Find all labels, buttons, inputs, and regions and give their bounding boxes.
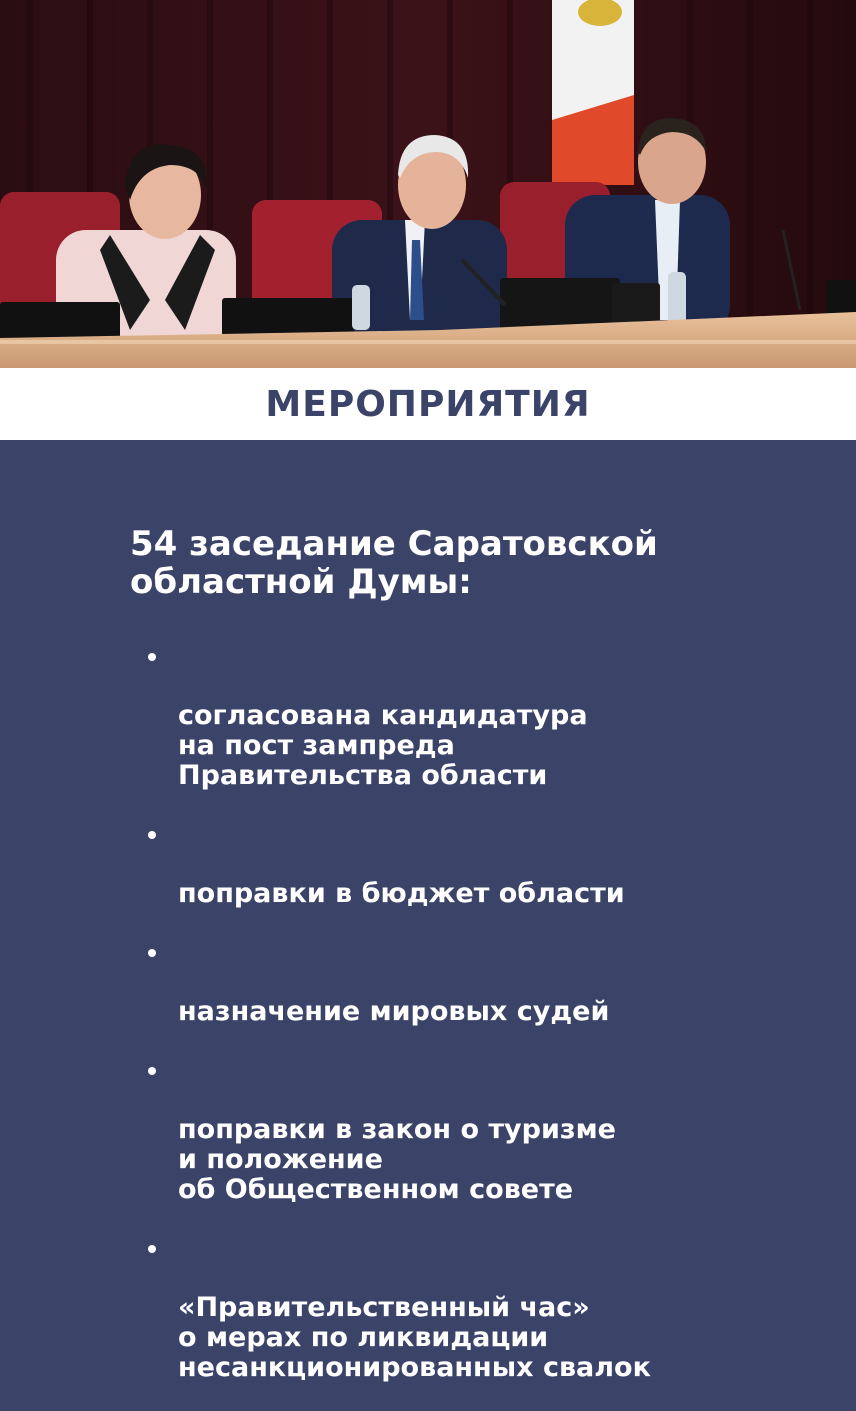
flag-icon: [552, 0, 634, 185]
agenda-list: [130, 641, 830, 1383]
list-item-text: поправки в закон о туризме и положение об Общественном совете: [178, 1114, 616, 1205]
list-item-text: поправки в бюджет области: [178, 878, 625, 909]
list-item: [130, 1055, 830, 1205]
bullet-icon: [148, 831, 156, 839]
list-item: [130, 641, 830, 791]
bullet-icon: [148, 949, 156, 957]
section-title: МЕРОПРИЯТИЯ: [265, 383, 591, 425]
main-content: [130, 525, 830, 1411]
list-item: [130, 819, 830, 909]
list-item-text: согласована кандидатура на пост зампреда Правительства области: [178, 700, 588, 791]
list-item: [130, 1233, 830, 1383]
list-item: [130, 937, 830, 1027]
header-photo: [0, 0, 856, 370]
bullet-icon: [148, 653, 156, 661]
headline: 54 заседание Саратовской областной Думы:: [130, 524, 658, 602]
session-photo: [0, 0, 856, 370]
list-item-text: «Правительственный час» о мерах по ликвидации несанкционированных свалок: [178, 1292, 651, 1383]
bullet-icon: [148, 1245, 156, 1253]
bullet-icon: [148, 1067, 156, 1075]
list-item-text: назначение мировых судей: [178, 996, 610, 1027]
section-banner: [0, 368, 856, 440]
